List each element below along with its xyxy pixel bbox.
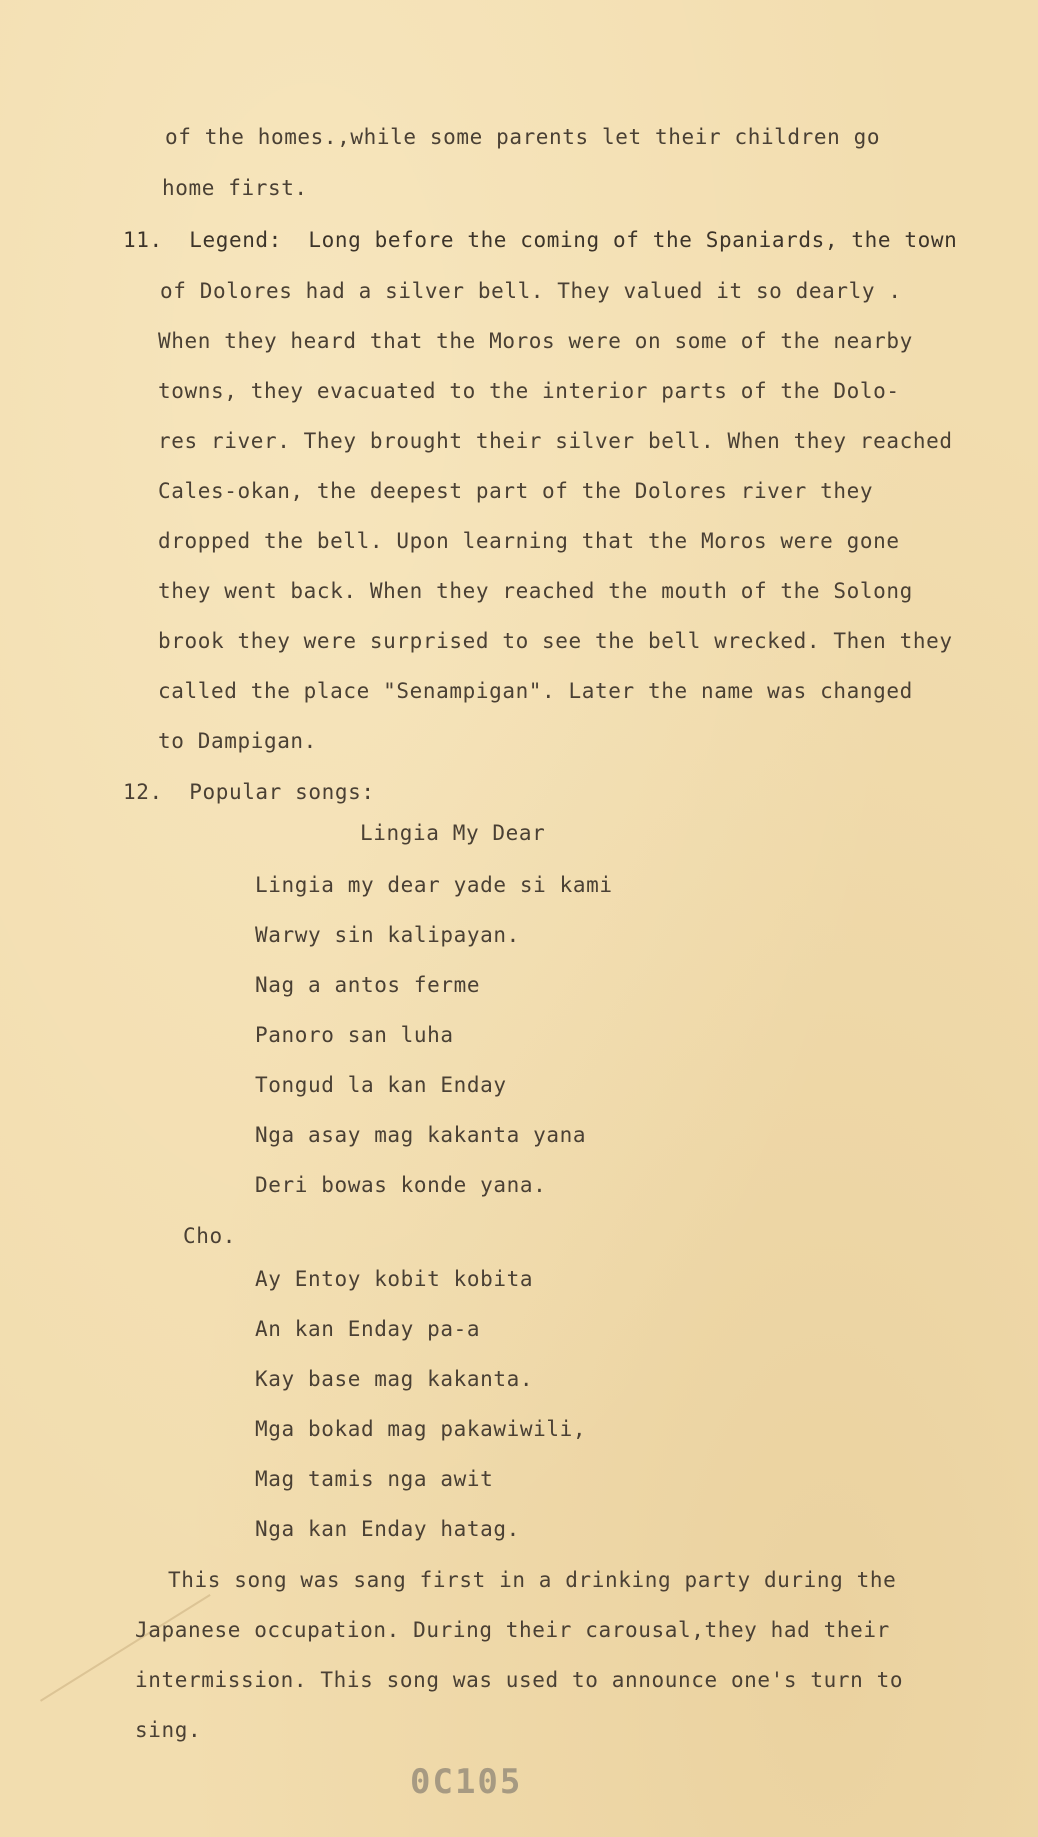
song-line: An kan Enday pa-a — [255, 1317, 481, 1341]
song-line: Nga kan Enday hatag. — [255, 1517, 520, 1541]
song-line: Ay Entoy kobit kobita — [255, 1267, 534, 1291]
song-line: Mag tamis nga awit — [255, 1467, 494, 1491]
text-line: brook they were surprised to see the bell wrecked. Then they — [158, 629, 953, 653]
text-line: of Dolores had a silver bell. They valued it so dearly . — [160, 279, 902, 303]
text-line: sing. — [135, 1718, 202, 1742]
song-line: Panoro san luha — [255, 1023, 454, 1047]
text-line: This song was sang first in a drinking party during the — [168, 1568, 897, 1592]
text-line: of the homes.,while some parents let their children go — [165, 125, 881, 149]
text-line: Japanese occupation. During their carousal,they had their — [135, 1618, 890, 1642]
text-line: dropped the bell. Upon learning that the Moros were gone — [158, 529, 900, 553]
text-line: towns, they evacuated to the interior parts of the Dolo- — [158, 379, 900, 403]
text-line: 11. Legend: Long before the coming of the Spaniards, the town — [123, 228, 958, 252]
text-line: 12. Popular songs: — [123, 780, 375, 804]
text-line: intermission. This song was used to announce one's turn to — [135, 1668, 904, 1692]
text-line: home first. — [162, 176, 308, 200]
song-line: Nga asay mag kakanta yana — [255, 1123, 587, 1147]
page-number-stamp: 0C105 — [410, 1762, 523, 1802]
text-line: called the place "Senampigan". Later the name was changed — [158, 679, 913, 703]
song-line: Deri bowas konde yana. — [255, 1173, 547, 1197]
text-line: they went back. When they reached the mouth of the Solong — [158, 579, 913, 603]
song-line: Lingia my dear yade si kami — [255, 873, 613, 897]
song-line: Kay base mag kakanta. — [255, 1367, 534, 1391]
text-line: to Dampigan. — [158, 729, 317, 753]
song-line: Warwy sin kalipayan. — [255, 923, 520, 947]
chorus-label: Cho. — [183, 1224, 236, 1248]
song-line: Tongud la kan Enday — [255, 1073, 507, 1097]
text-line: When they heard that the Moros were on some of the nearby — [158, 329, 913, 353]
song-title: Lingia My Dear — [360, 821, 546, 845]
song-line: Mga bokad mag pakawiwili, — [255, 1417, 587, 1441]
song-line: Nag a antos ferme — [255, 973, 481, 997]
text-line: Cales-okan, the deepest part of the Dolores river they — [158, 479, 874, 503]
text-line: res river. They brought their silver bell. When they reached — [158, 429, 953, 453]
